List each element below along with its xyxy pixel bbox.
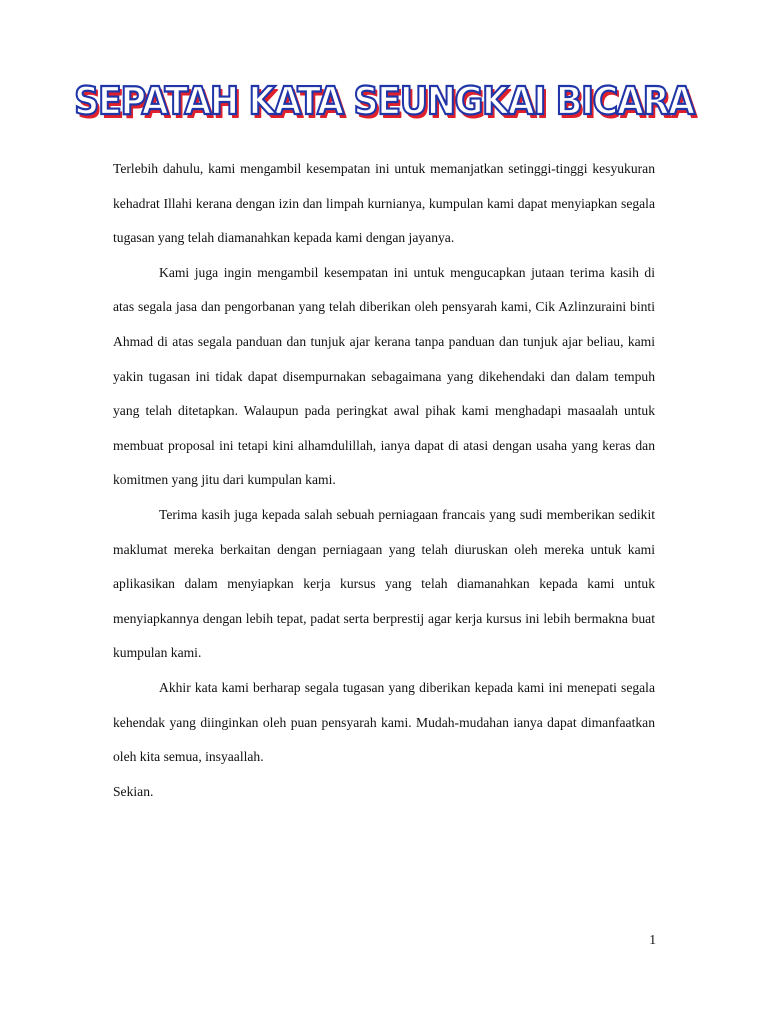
paragraph-introduction: Terlebih dahulu, kami mengambil kesempatan ini untuk memanjatkan setinggi-tinggi kesyukuran kehadrat Illahi kerana dengan izin dan limpah kurnianya, kumpulan kami dapat menyiapkan segala tugasan yang telah diamanahkan kepada kami dengan jayanya. bbox=[113, 161, 655, 246]
paragraph-thanks-lecturer: Kami juga ingin mengambil kesempatan ini untuk mengucapkan jutaan terima kasih di atas segala jasa dan pengorbanan yang telah diberikan oleh pensyarah kami, Cik Azlinzuraini binti Ahmad di atas segala panduan dan tunjuk ajar kerana tanpa panduan dan tunjuk ajar beliau, kami yakin tugasan ini tidak dapat disempurnakan sebagaimana yang dikehendaki dan dalam tempuh yang telah ditetapkan. Walaupun pada peringkat awal pihak kami menghadapi masaalah untuk membuat proposal ini tetapi kini alhamdulillah, ianya dapat di atasi dengan usaha yang keras dan komitmen yang jitu dari kumpulan kami. bbox=[113, 264, 655, 488]
paragraph-conclusion: Akhir kata kami berharap segala tugasan yang diberikan kepada kami ini menepati segala kehendak yang diinginkan oleh puan pensyarah kami. Mudah-mudahan ianya dapat dimanfaatkan oleh kita semua, insyaallah. bbox=[113, 679, 655, 765]
page-title: SEPATAH KATA SEUNGKAI BICARA bbox=[74, 79, 694, 123]
document-body bbox=[113, 152, 655, 809]
closing-text: Sekian. bbox=[113, 783, 154, 799]
page-number: 1 bbox=[649, 932, 656, 947]
paragraph-thanks-franchise: Terima kasih juga kepada salah sebuah perniagaan francais yang sudi memberikan sedikit maklumat mereka berkaitan dengan perniagaan yang telah diuruskan oleh mereka untuk kami aplikasikan dalam menyiapkan kerja kursus yang telah diamanahkan kepada kami untuk menyiapkannya dengan lebih tepat, padat serta berprestij agar kerja kursus ini lebih bermakna buat kumpulan kami. bbox=[113, 506, 655, 661]
